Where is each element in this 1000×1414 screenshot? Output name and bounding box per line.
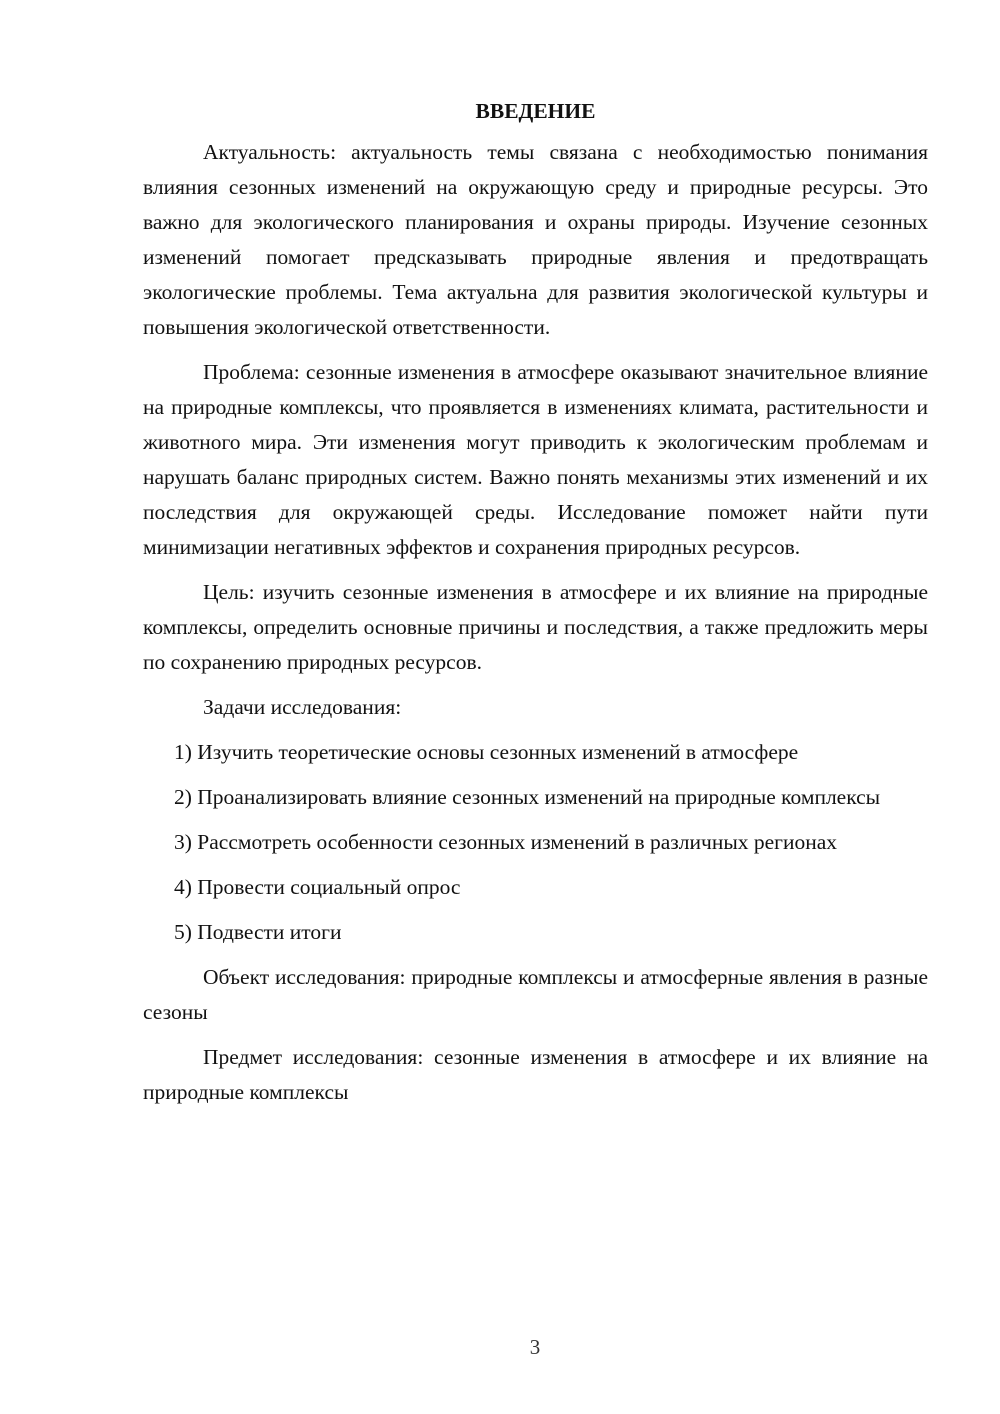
subject-paragraph: Предмет исследования: сезонные изменения в атмосфере и их влияние на природные комплексы	[143, 1045, 928, 1104]
tasks-intro: Задачи исследования:	[203, 695, 402, 719]
task-item: 4) Провести социальный опрос	[174, 875, 461, 899]
section-heading: ВВЕДЕНИЕ	[475, 99, 596, 123]
task-item: 1) Изучить теоретические основы сезонных изменений в атмосфере	[174, 740, 799, 764]
relevance-paragraph: Актуальность: актуальность темы связана с необходимостью понимания влияния сезонных изменений на окружающую среду и природные ресурсы. Это важно для экологического планирования и охраны природы. Изучение сезонных изменений помогает предсказывать природные явления и предотвращать экологические проблемы. Тема актуальна для развития экологической культуры и повышения экологической ответственности.	[143, 140, 928, 339]
task-item: 5) Подвести итоги	[174, 920, 342, 944]
goal-paragraph: Цель: изучить сезонные изменения в атмосфере и их влияние на природные комплексы, определить основные причины и последствия, а также предложить меры по сохранению природных ресурсов.	[143, 580, 928, 674]
task-item: 2) Проанализировать влияние сезонных изменений на природные комплексы	[174, 785, 881, 809]
problem-paragraph: Проблема: сезонные изменения в атмосфере оказывают значительное влияние на природные комплексы, что проявляется в изменениях климата, растительности и животного мира. Эти изменения могут приводить к экологическим проблемам и нарушать баланс природных систем. Важно понять механизмы этих изменений и их последствия для окружающей среды. Исследование поможет найти пути минимизации негативных эффектов и сохранения природных ресурсов.	[143, 360, 928, 559]
page-number: 3	[529, 1335, 541, 1359]
task-item: 3) Рассмотреть особенности сезонных изменений в различных регионах	[174, 830, 838, 854]
page-content	[143, 94, 928, 1120]
object-paragraph: Объект исследования: природные комплексы и атмосферные явления в разные сезоны	[143, 965, 928, 1024]
